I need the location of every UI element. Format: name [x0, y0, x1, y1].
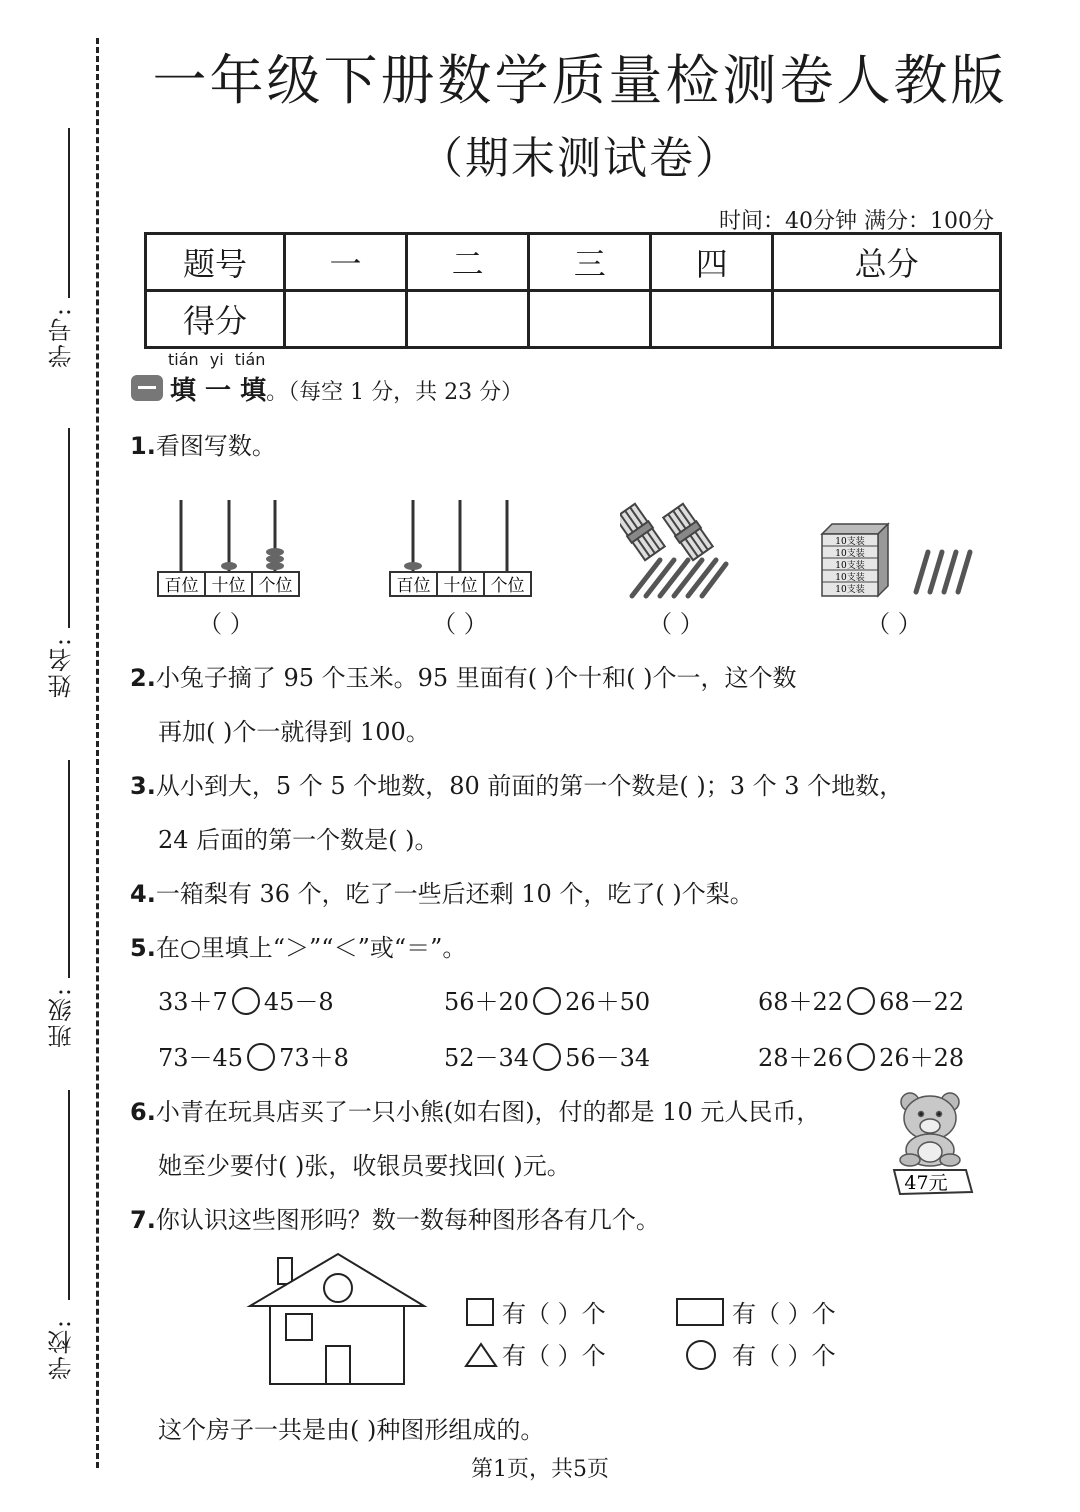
score-table-header-row	[146, 234, 1001, 291]
count-text: 有（ ）个	[732, 1342, 836, 1370]
question-text: 在○里填上“＞”“＜”或“＝”。	[155, 934, 467, 962]
question-text: 一箱梨有 36 个，吃了一些后还剩 10 个，吃了( )个梨。	[155, 880, 754, 908]
chimney-rectangle	[278, 1258, 292, 1284]
comparison-item	[444, 1038, 650, 1073]
section-score-note: 。（每空 1 分，共 23 分）	[266, 380, 524, 405]
stick-bundle-icon	[620, 503, 666, 561]
section-pinyin: tián yi tián	[168, 350, 266, 369]
door-rectangle	[326, 1346, 350, 1384]
answer-blank[interactable]: （ ）	[432, 610, 488, 638]
question-text: 你认识这些图形吗？数一数每种图形各有几个。	[155, 1206, 660, 1234]
compare-circle-blank[interactable]	[847, 987, 875, 1015]
binding-dashed-line	[96, 38, 99, 1468]
question-number: 5.	[130, 934, 156, 962]
question-6-continued	[130, 1146, 571, 1181]
question-text: 小兔子摘了 95 个玉米。95 里面有( )个十和( )个一，这个数	[155, 664, 797, 692]
teddy-bear-figure	[888, 1088, 976, 1202]
score-table-cell: 四	[651, 234, 773, 291]
abacus-label: 个位	[490, 576, 525, 596]
question-number: 4.	[130, 880, 156, 908]
window-square	[286, 1314, 312, 1340]
question-number: 7.	[130, 1206, 156, 1234]
abacus-bead	[266, 548, 284, 556]
question-5	[130, 928, 466, 963]
comparison-right: 73＋8	[279, 1044, 349, 1072]
abacus-label: 十位	[443, 576, 478, 596]
question-text: 24 后面的第一个数是( )。	[158, 826, 439, 854]
question-2	[130, 658, 797, 693]
abacus-bead	[266, 562, 284, 570]
stick-bundles-figure	[620, 502, 730, 600]
score-table-score-row	[146, 291, 1001, 348]
triangle-count-item	[464, 1336, 606, 1371]
question-7	[130, 1200, 660, 1235]
square-count-item	[466, 1294, 606, 1329]
comparison-right: 68－22	[879, 988, 965, 1016]
exam-meta: 时间：40分钟 满分：100分	[719, 209, 994, 234]
rectangle-count-item	[676, 1294, 836, 1329]
student-id-line	[68, 128, 70, 298]
question-7-last	[130, 1410, 544, 1445]
count-text: 有（ ）个	[502, 1342, 606, 1370]
question-text: 从小到大，5 个 5 个地数，80 前面的第一个数是( )；3 个 3 个地数，	[155, 772, 904, 800]
question-text: 她至少要付( )张，收银员要找回( )元。	[158, 1152, 571, 1180]
score-input-cell[interactable]	[407, 291, 529, 348]
abacus-label: 百位	[396, 576, 431, 596]
score-input-cell[interactable]	[773, 291, 1001, 348]
question-3	[130, 766, 903, 801]
compare-circle-blank[interactable]	[247, 1043, 275, 1071]
answer-blank[interactable]: （ ）	[648, 610, 704, 638]
comparison-right: 56－34	[565, 1044, 651, 1072]
comparison-right: 45－8	[263, 988, 334, 1016]
single-pencils-icon	[916, 552, 970, 592]
score-table-cell: 题号	[146, 234, 285, 291]
comparison-left: 56＋20	[444, 988, 530, 1016]
pencil-box-label: 10支装	[835, 573, 865, 583]
comparison-left: 73－45	[158, 1044, 244, 1072]
question-number: 3.	[130, 772, 156, 800]
count-text: 有（ ）个	[732, 1300, 836, 1328]
name-line	[68, 428, 70, 628]
comparison-left: 68＋22	[758, 988, 844, 1016]
score-table	[144, 232, 1002, 349]
comparison-right: 26＋28	[879, 1044, 965, 1072]
question-number: 6.	[130, 1098, 156, 1126]
answer-blank[interactable]: （ ）	[198, 610, 254, 638]
abacus-bead	[404, 562, 422, 570]
question-1	[130, 426, 276, 461]
question-text: 看图写数。	[155, 432, 276, 460]
count-text: 有（ ）个	[502, 1300, 606, 1328]
class-line	[68, 760, 70, 978]
abacus-bead	[266, 555, 284, 563]
comparison-left: 28＋26	[758, 1044, 844, 1072]
abacus-label: 个位	[258, 576, 293, 596]
page-footer: 第1页，共5页	[471, 1457, 609, 1482]
abacus-figure-1	[150, 496, 310, 600]
comparison-left: 33＋7	[158, 988, 228, 1016]
answer-blank[interactable]: （ ）	[866, 610, 922, 638]
pencil-box-stack-icon	[822, 524, 888, 596]
score-input-cell[interactable]	[651, 291, 773, 348]
question-text: 小青在玩具店买了一只小熊(如右图)，付的都是 10 元人民币，	[155, 1098, 821, 1126]
comparison-item	[444, 982, 650, 1017]
section-title-text: 填 一 填	[170, 376, 267, 406]
comparison-left: 52－34	[444, 1044, 530, 1072]
pencil-box-label: 10支装	[835, 561, 865, 571]
teddy-bear-icon	[900, 1093, 960, 1166]
comparison-item	[758, 1038, 964, 1073]
question-number: 1.	[130, 432, 156, 460]
score-table-cell: 二	[407, 234, 529, 291]
page-title: 一年级下册数学质量检测卷人教版	[152, 49, 1008, 112]
window-circle	[324, 1274, 352, 1302]
comparison-item	[158, 982, 334, 1017]
score-input-cell[interactable]	[529, 291, 651, 348]
triangle-icon	[464, 1342, 498, 1368]
question-number: 2.	[130, 664, 156, 692]
comparison-item	[758, 982, 964, 1017]
question-6	[130, 1092, 820, 1127]
price-tag	[894, 1170, 972, 1194]
pencil-box-label: 10支装	[835, 537, 865, 547]
question-text: 再加( )个一就得到 100。	[158, 718, 430, 746]
price-tag-label: 47元	[904, 1172, 948, 1194]
comparison-right: 26＋50	[565, 988, 651, 1016]
pencil-box-label: 10支装	[835, 549, 865, 559]
compare-circle-blank[interactable]	[533, 1043, 561, 1071]
circle-count-item	[686, 1336, 836, 1371]
score-table-cell: 三	[529, 234, 651, 291]
compare-circle-blank[interactable]	[847, 1043, 875, 1071]
student-id-label: 学号:	[48, 306, 76, 369]
abacus-label: 百位	[164, 576, 199, 596]
score-table-cell: 一	[285, 234, 407, 291]
section-one-badge-icon	[131, 375, 163, 401]
pencil-boxes-figure	[816, 520, 976, 600]
abacus-bead	[221, 562, 237, 570]
single-sticks-icon	[632, 560, 726, 596]
score-table-cell: 总分	[773, 234, 1001, 291]
question-2-continued	[130, 712, 430, 747]
name-label: 姓名:	[48, 636, 76, 699]
rectangle-icon	[676, 1298, 724, 1326]
compare-circle-blank[interactable]	[232, 987, 260, 1015]
class-label: 班级:	[48, 986, 76, 1049]
compare-circle-blank[interactable]	[533, 987, 561, 1015]
abacus-label: 十位	[211, 576, 246, 596]
comparison-item	[158, 1038, 349, 1073]
page-subtitle: （期末测试卷）	[419, 133, 741, 184]
score-table-cell: 得分	[146, 291, 285, 348]
school-line	[68, 1090, 70, 1300]
house-figure	[246, 1252, 428, 1386]
question-text: 这个房子一共是由( )种图形组成的。	[158, 1416, 545, 1444]
square-icon	[466, 1298, 494, 1326]
stick-bundle-icon	[662, 503, 713, 561]
pencil-box-label: 10支装	[835, 585, 865, 595]
abacus-figure-2	[380, 496, 540, 600]
circle-icon	[686, 1340, 716, 1370]
school-label: 学校:	[48, 1318, 76, 1381]
question-4	[130, 874, 754, 909]
section-title	[170, 370, 523, 407]
question-3-continued	[130, 820, 439, 855]
score-input-cell[interactable]	[285, 291, 407, 348]
